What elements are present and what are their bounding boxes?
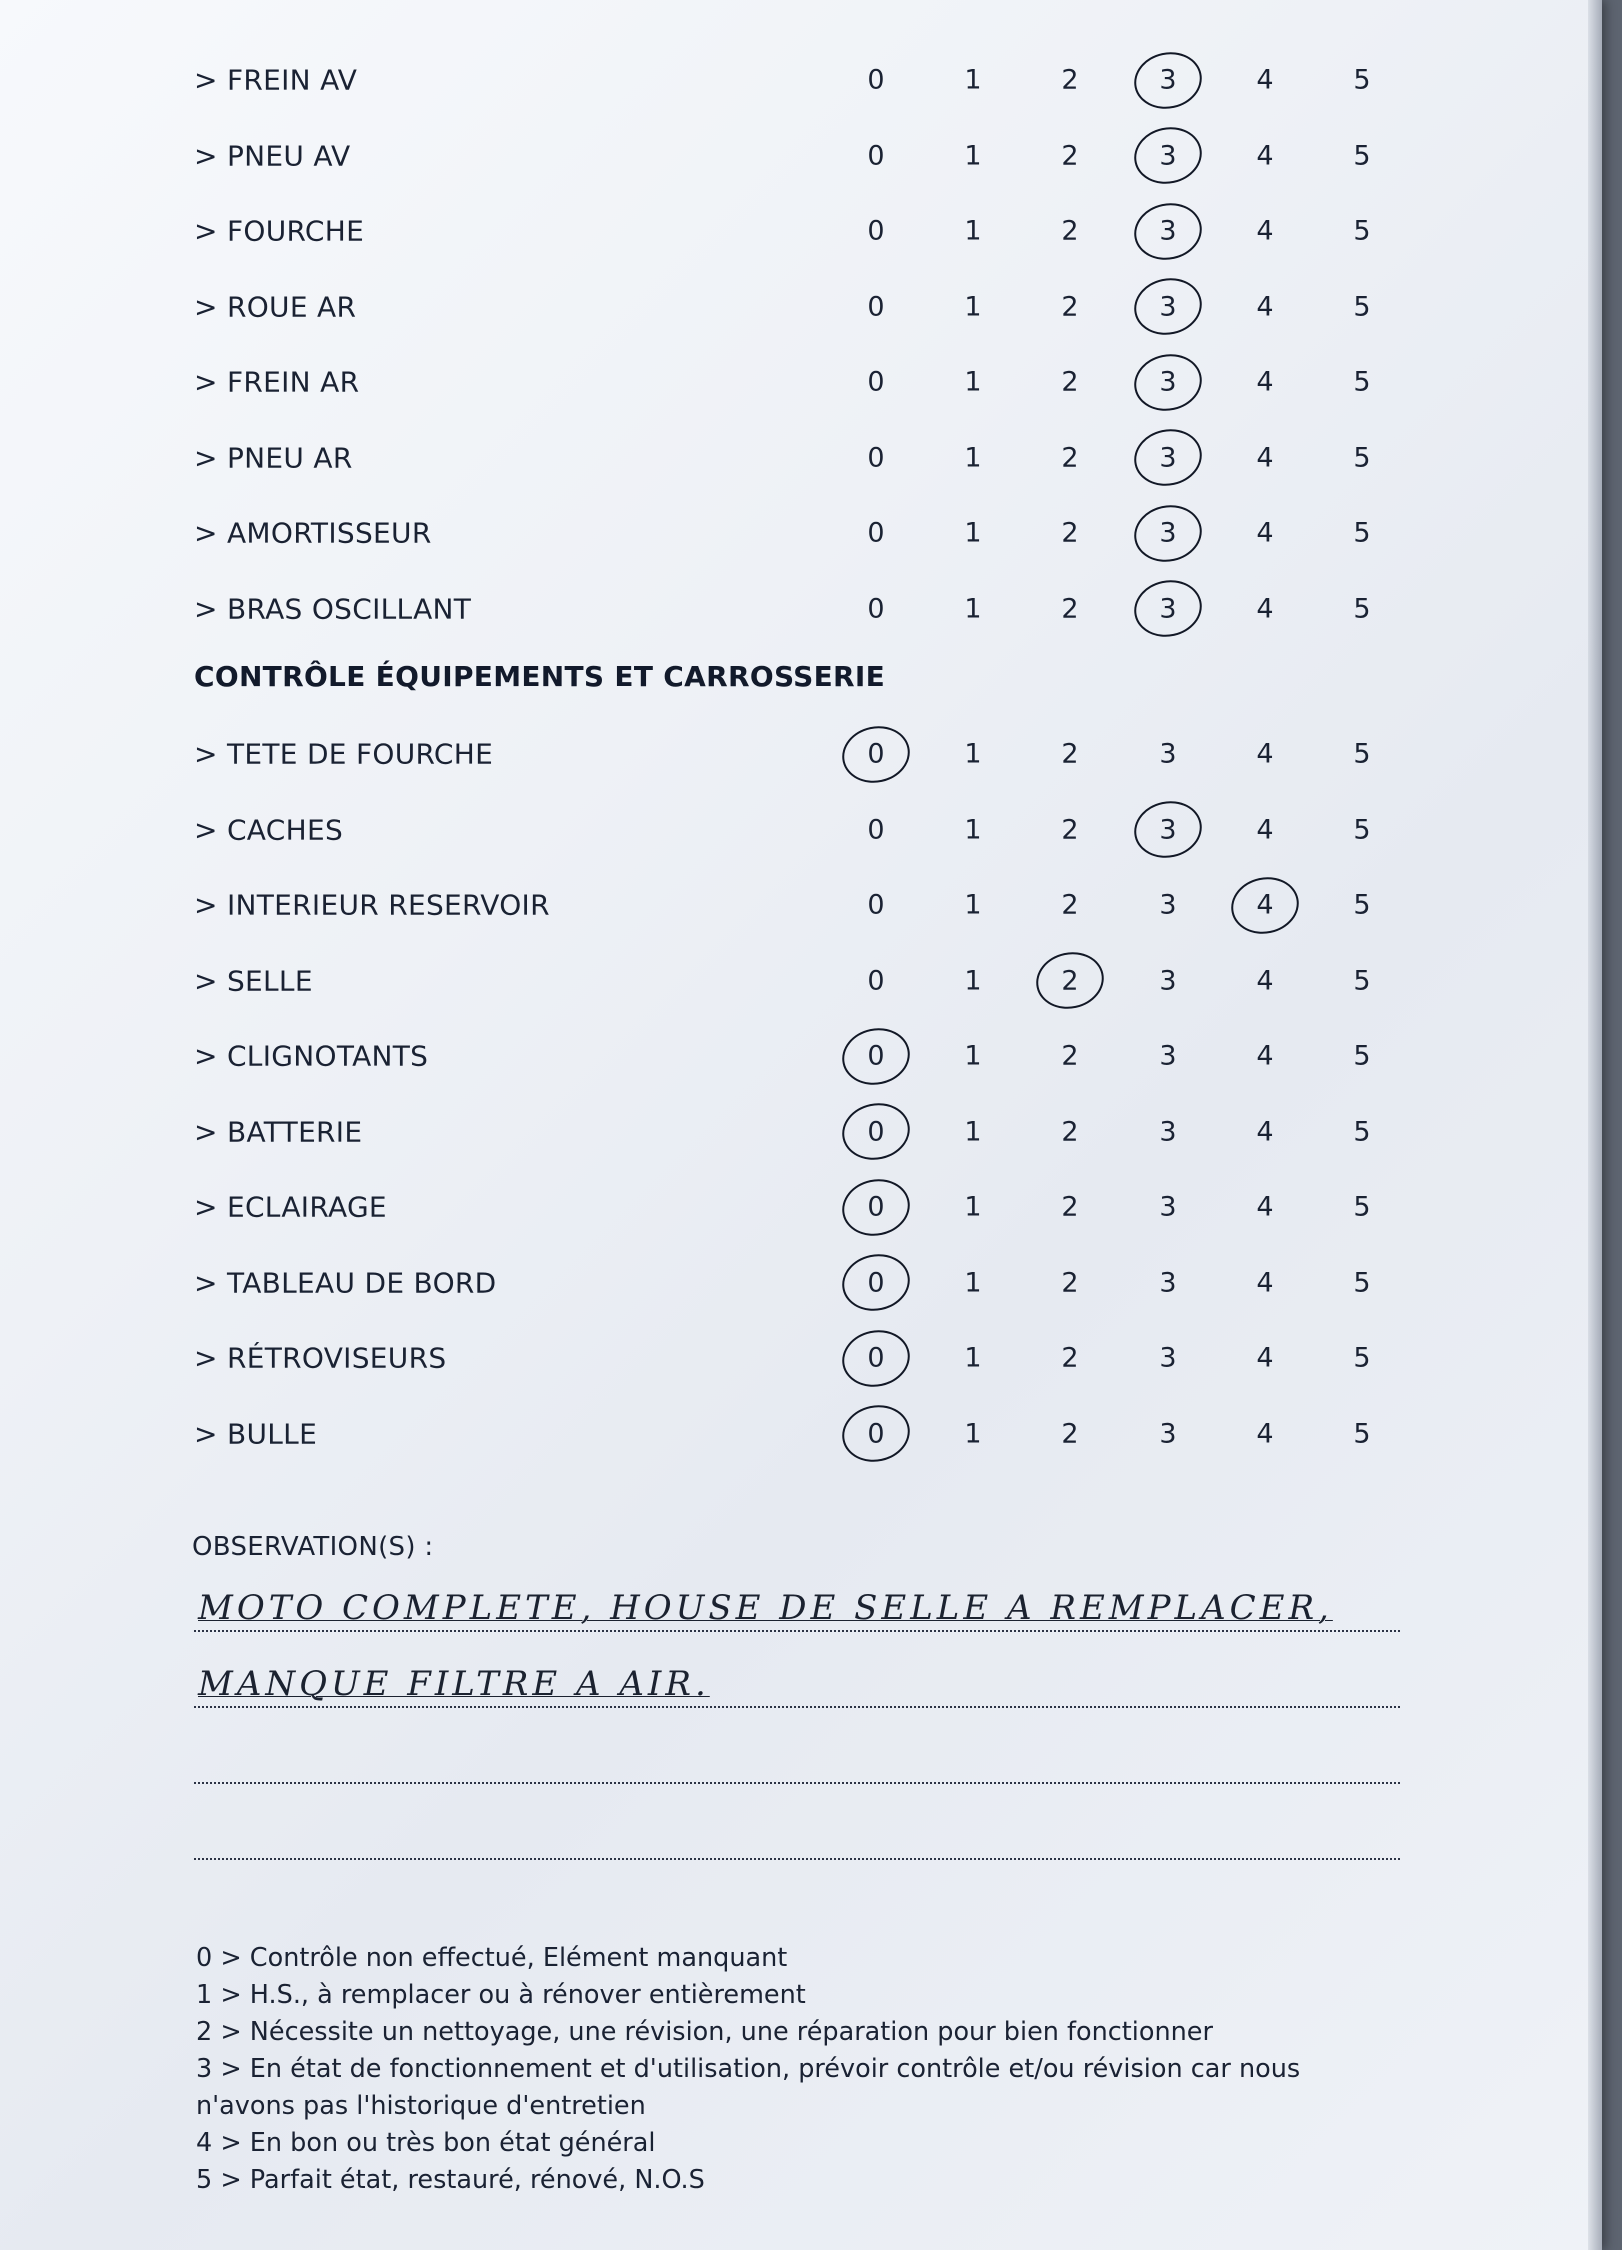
- rating-option[interactable]: 2: [1061, 1191, 1079, 1223]
- rating-option[interactable]: 5: [1353, 291, 1371, 322]
- legend-item-4: 4 > En bon ou très bon état général: [196, 2128, 656, 2158]
- checklist-row: [0, 579, 1480, 639]
- rating-option[interactable]: 4: [1256, 366, 1274, 398]
- rating-option-circled[interactable]: 3: [1138, 814, 1198, 845]
- rating-option[interactable]: 3: [1159, 1342, 1177, 1374]
- rating-option[interactable]: 1: [964, 593, 982, 624]
- rating-option-circled[interactable]: 3: [1138, 442, 1198, 473]
- rating-option-circled[interactable]: 0: [846, 1041, 906, 1072]
- rating-option[interactable]: 3: [1159, 1040, 1177, 1072]
- rating-legend: [196, 1940, 1396, 2199]
- rating-option[interactable]: 4: [1256, 1418, 1274, 1449]
- checklist-row: [0, 352, 1480, 412]
- rating-option-circled[interactable]: 0: [846, 1267, 906, 1298]
- rating-option[interactable]: 5: [1353, 1342, 1371, 1374]
- rating-option[interactable]: 0: [867, 889, 885, 921]
- rating-option[interactable]: 5: [1353, 593, 1371, 624]
- legend-item-0: 0 > Contrôle non effectué, Elément manquant: [196, 1943, 788, 1973]
- checklist-item-label: > PNEU AR: [194, 441, 353, 474]
- observation-line-1: [194, 1584, 1400, 1632]
- rating-option-circled[interactable]: 3: [1138, 140, 1198, 171]
- checklist-item-label: > RÉTROVISEURS: [194, 1341, 447, 1375]
- rating-option[interactable]: 1: [964, 1267, 982, 1298]
- rating-option[interactable]: 2: [1061, 215, 1079, 247]
- rating-option-circled[interactable]: 0: [846, 1343, 906, 1374]
- rating-option[interactable]: 4: [1256, 291, 1274, 322]
- observation-line-3: [194, 1736, 1400, 1784]
- rating-option[interactable]: 4: [1256, 814, 1274, 845]
- rating-option[interactable]: 1: [964, 64, 982, 96]
- rating-option[interactable]: 1: [964, 1418, 982, 1449]
- observations-label: OBSERVATION(S) :: [192, 1532, 434, 1562]
- checklist-item-label: > BRAS OSCILLANT: [194, 592, 472, 625]
- checklist-item-label: > FREIN AV: [194, 63, 358, 97]
- rating-option[interactable]: 5: [1353, 738, 1371, 770]
- rating-option[interactable]: 5: [1353, 215, 1371, 247]
- rating-option[interactable]: 3: [1159, 889, 1177, 921]
- rating-option[interactable]: 5: [1353, 140, 1371, 171]
- rating-option[interactable]: 1: [964, 1191, 982, 1223]
- rating-option-circled[interactable]: 3: [1138, 367, 1198, 398]
- rating-option[interactable]: 0: [867, 814, 885, 845]
- rating-option[interactable]: 0: [867, 965, 885, 996]
- rating-option[interactable]: 3: [1159, 965, 1177, 996]
- rating-option[interactable]: 0: [867, 442, 885, 473]
- rating-option[interactable]: 2: [1061, 64, 1079, 96]
- rating-option[interactable]: 0: [867, 366, 885, 398]
- checklist-row: [0, 1026, 1480, 1086]
- rating-option[interactable]: 4: [1256, 738, 1274, 770]
- rating-option[interactable]: 5: [1353, 814, 1371, 845]
- checklist-item-label: > TETE DE FOURCHE: [194, 737, 494, 771]
- handwritten-note-1: MOTO COMPLETE, HOUSE DE SELLE A REMPLACER,: [198, 1588, 1333, 1628]
- rating-option[interactable]: 1: [964, 140, 982, 171]
- checklist-row: [0, 1177, 1480, 1237]
- checklist-item-label: > ROUE AR: [194, 290, 357, 323]
- observation-line-2: [194, 1660, 1400, 1708]
- checklist-row: [0, 800, 1480, 860]
- rating-option-circled[interactable]: 3: [1138, 518, 1198, 549]
- checklist-row: [0, 50, 1480, 110]
- legend-item-2: 2 > Nécessite un nettoyage, une révision, une réparation pour bien fonctionner: [196, 2017, 1213, 2047]
- rating-option[interactable]: 1: [964, 366, 982, 398]
- rating-option-circled[interactable]: 0: [846, 1116, 906, 1147]
- rating-option[interactable]: 1: [964, 215, 982, 247]
- rating-option[interactable]: 2: [1061, 738, 1079, 770]
- rating-option[interactable]: 2: [1061, 517, 1079, 549]
- checklist-row: [0, 126, 1480, 186]
- checklist-item-label: > CLIGNOTANTS: [194, 1039, 429, 1073]
- rating-option[interactable]: 2: [1061, 1342, 1079, 1374]
- checklist-row: [0, 1328, 1480, 1388]
- rating-option-circled[interactable]: 3: [1138, 593, 1198, 624]
- rating-option[interactable]: 2: [1061, 1116, 1079, 1147]
- rating-option[interactable]: 5: [1353, 1418, 1371, 1449]
- rating-option[interactable]: 4: [1256, 215, 1274, 247]
- checklist-row: [0, 428, 1480, 488]
- handwritten-note-2: MANQUE FILTRE A AIR.: [198, 1664, 710, 1704]
- rating-option[interactable]: 2: [1061, 442, 1079, 473]
- rating-option[interactable]: 5: [1353, 1267, 1371, 1298]
- rating-option-circled[interactable]: 3: [1138, 291, 1198, 322]
- checklist-item-label: > ECLAIRAGE: [194, 1190, 387, 1224]
- rating-option[interactable]: 3: [1159, 1418, 1177, 1449]
- checklist-row: [0, 1253, 1480, 1313]
- rating-option[interactable]: 4: [1256, 1040, 1274, 1072]
- rating-option[interactable]: 4: [1256, 64, 1274, 96]
- checklist-item-label: > AMORTISSEUR: [194, 516, 432, 550]
- rating-option[interactable]: 4: [1256, 593, 1274, 624]
- rating-option[interactable]: 4: [1256, 1267, 1274, 1298]
- checklist-row: [0, 1102, 1480, 1162]
- rating-option[interactable]: 1: [964, 1116, 982, 1147]
- checklist-item-label: > PNEU AV: [194, 139, 351, 172]
- rating-option[interactable]: 0: [867, 517, 885, 549]
- rating-option[interactable]: 5: [1353, 1191, 1371, 1223]
- rating-option[interactable]: 2: [1061, 366, 1079, 398]
- checklist-item-label: > TABLEAU DE BORD: [194, 1266, 497, 1299]
- checklist-row: [0, 724, 1480, 784]
- checklist-row: [0, 951, 1480, 1011]
- rating-option-circled[interactable]: 0: [846, 1418, 906, 1449]
- rating-option-circled[interactable]: 3: [1138, 65, 1198, 96]
- rating-option[interactable]: 1: [964, 889, 982, 921]
- rating-option[interactable]: 0: [867, 215, 885, 247]
- rating-option[interactable]: 4: [1256, 1342, 1274, 1374]
- rating-option[interactable]: 4: [1256, 965, 1274, 996]
- rating-option[interactable]: 3: [1159, 1191, 1177, 1223]
- rating-option[interactable]: 4: [1256, 442, 1274, 473]
- section-title-equipment: CONTRÔLE ÉQUIPEMENTS ET CARROSSERIE: [194, 660, 886, 693]
- checklist-item-label: > FOURCHE: [194, 214, 365, 248]
- rating-option[interactable]: 4: [1256, 1116, 1274, 1147]
- rating-option[interactable]: 3: [1159, 1116, 1177, 1147]
- rating-option[interactable]: 0: [867, 64, 885, 96]
- rating-option[interactable]: 4: [1256, 1191, 1274, 1223]
- rating-option-circled[interactable]: 3: [1138, 216, 1198, 247]
- rating-option[interactable]: 5: [1353, 366, 1371, 398]
- rating-option-circled[interactable]: 4: [1235, 890, 1295, 921]
- rating-option[interactable]: 1: [964, 814, 982, 845]
- observation-line-4: [194, 1812, 1400, 1860]
- checklist-item-label: > SELLE: [194, 964, 313, 997]
- rating-option[interactable]: 2: [1061, 140, 1079, 171]
- checklist-row: [0, 201, 1480, 261]
- rating-option[interactable]: 5: [1353, 889, 1371, 921]
- rating-option[interactable]: 3: [1159, 738, 1177, 770]
- legend-item-1: 1 > H.S., à remplacer ou à rénover entièrement: [196, 1980, 806, 2010]
- rating-option[interactable]: 2: [1061, 291, 1079, 322]
- rating-option[interactable]: 5: [1353, 1116, 1371, 1147]
- rating-option[interactable]: 1: [964, 517, 982, 549]
- rating-option[interactable]: 5: [1353, 64, 1371, 96]
- rating-option[interactable]: 1: [964, 1040, 982, 1072]
- rating-option-circled[interactable]: 2: [1040, 965, 1100, 996]
- rating-option[interactable]: 0: [867, 291, 885, 322]
- rating-option[interactable]: 2: [1061, 1418, 1079, 1449]
- rating-option[interactable]: 1: [964, 1342, 982, 1374]
- checklist-item-label: > CACHES: [194, 813, 344, 846]
- rating-option[interactable]: 1: [964, 442, 982, 473]
- checklist-item-label: > BULLE: [194, 1417, 318, 1450]
- rating-option[interactable]: 2: [1061, 593, 1079, 624]
- rating-option[interactable]: 5: [1353, 442, 1371, 473]
- checklist-item-label: > BATTERIE: [194, 1115, 363, 1148]
- rating-option[interactable]: 5: [1353, 1040, 1371, 1072]
- checklist-item-label: > FREIN AR: [194, 365, 360, 399]
- rating-option[interactable]: 2: [1061, 1267, 1079, 1298]
- rating-option[interactable]: 2: [1061, 814, 1079, 845]
- rating-option-circled[interactable]: 0: [846, 739, 906, 770]
- checklist-row: [0, 1404, 1480, 1464]
- legend-item-5: 5 > Parfait état, restauré, rénové, N.O.S: [196, 2165, 705, 2195]
- checklist-row: [0, 503, 1480, 563]
- rating-option[interactable]: 3: [1159, 1267, 1177, 1298]
- rating-option[interactable]: 0: [867, 140, 885, 171]
- rating-option[interactable]: 2: [1061, 889, 1079, 921]
- legend-item-3: 3 > En état de fonctionnement et d'utilisation, prévoir contrôle et/ou révision car nous n'avons pas l'historique d'entretien: [196, 2054, 1301, 2121]
- rating-option[interactable]: 4: [1256, 517, 1274, 549]
- rating-option[interactable]: 4: [1256, 140, 1274, 171]
- rating-option[interactable]: 1: [964, 965, 982, 996]
- rating-option[interactable]: 0: [867, 593, 885, 624]
- checklist-item-label: > INTERIEUR RESERVOIR: [194, 888, 550, 922]
- rating-option[interactable]: 2: [1061, 1040, 1079, 1072]
- rating-option[interactable]: 5: [1353, 517, 1371, 549]
- checklist-row: [0, 277, 1480, 337]
- checklist-row: [0, 875, 1480, 935]
- rating-option[interactable]: 1: [964, 291, 982, 322]
- rating-option-circled[interactable]: 0: [846, 1192, 906, 1223]
- rating-option[interactable]: 5: [1353, 965, 1371, 996]
- rating-option[interactable]: 1: [964, 738, 982, 770]
